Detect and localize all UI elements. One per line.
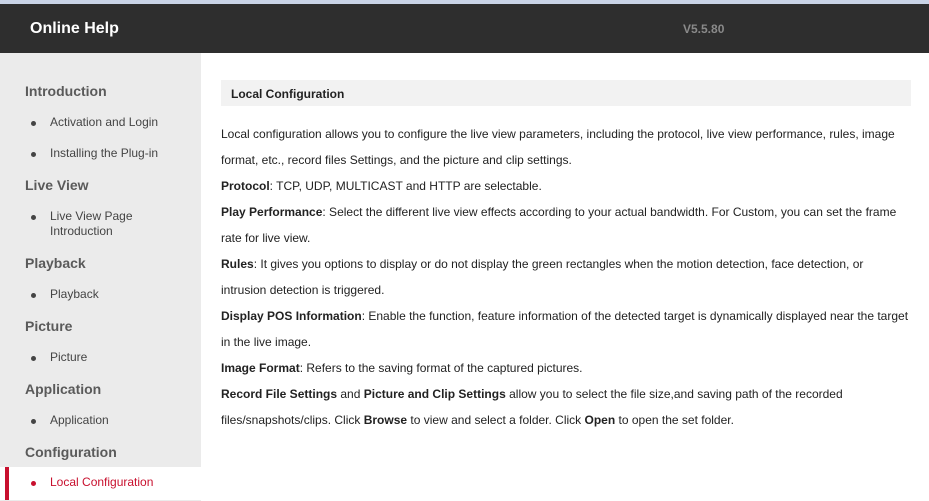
- sidebar-item-label: Application: [50, 413, 109, 427]
- record-settings-paragraph: [221, 381, 911, 433]
- sidebar-item-label: Activation and Login: [50, 115, 159, 129]
- page-title: Local Configuration: [231, 87, 345, 101]
- content-heading-bar: [221, 80, 911, 106]
- description: : Select the different live view effects according to your actual bandwidth. For Custom, you can set the frame rate for live view.: [221, 205, 897, 245]
- sidebar-item-label: Playback: [50, 287, 99, 301]
- header-bar: [0, 4, 929, 53]
- description: allow you to select the file size,and saving path of the recorded files/snapshots/clips. Click: [221, 387, 843, 427]
- bullet-icon: [31, 152, 36, 157]
- description: to view and select a folder. Click: [407, 413, 585, 427]
- sidebar: [0, 53, 201, 501]
- description: : TCP, UDP, MULTICAST and HTTP are selectable.: [269, 179, 542, 193]
- term: Record File Settings: [221, 387, 338, 401]
- sidebar-item-label: Installing the Plug-in: [50, 146, 159, 160]
- app-title: Online Help: [30, 20, 119, 37]
- term: Protocol: [221, 179, 270, 193]
- sidebar-item-label: Picture: [50, 350, 88, 364]
- term: Picture and Clip Settings: [363, 387, 506, 401]
- protocol-paragraph: [221, 173, 911, 199]
- description: : It gives you options to display or do not display the green rectangles when the motion detection, face detection, or intrusion detection is triggered.: [221, 257, 864, 297]
- display-pos-paragraph: [221, 303, 911, 355]
- rules-paragraph: [221, 251, 911, 303]
- term: Play Performance: [221, 205, 323, 219]
- intro-paragraph: Local configuration allows you to configure the live view parameters, including the protocol, live view performance, rules, image format, etc., record files Settings, and the picture and clip settings.: [221, 127, 895, 167]
- sidebar-item-label: Live View Page Introduction: [50, 209, 133, 238]
- description: : Enable the function, feature information of the detected target is dynamically displayed near the target in the live image.: [221, 309, 909, 349]
- sidebar-item-label: Local Configuration: [50, 475, 154, 489]
- section-introduction[interactable]: Introduction: [25, 83, 107, 99]
- browse-keyword: Browse: [363, 413, 408, 427]
- connector: and: [337, 387, 364, 401]
- term: Rules: [221, 257, 254, 271]
- bullet-icon: [31, 481, 36, 486]
- section-configuration[interactable]: Configuration: [25, 444, 117, 460]
- section-picture[interactable]: Picture: [25, 318, 73, 334]
- active-indicator: [5, 467, 9, 500]
- help-text: [221, 121, 911, 433]
- term: Image Format: [221, 361, 300, 375]
- description: to open the set folder.: [615, 413, 734, 427]
- bullet-icon: [31, 419, 36, 424]
- play-performance-paragraph: [221, 199, 911, 251]
- term: Display POS Information: [221, 309, 362, 323]
- section-playback[interactable]: Playback: [25, 255, 86, 271]
- bullet-icon: [31, 121, 36, 126]
- open-keyword: Open: [584, 413, 616, 427]
- description: : Refers to the saving format of the captured pictures.: [299, 361, 583, 375]
- bullet-icon: [31, 293, 36, 298]
- version-label: V5.5.80: [683, 22, 725, 36]
- image-format-paragraph: [221, 355, 911, 381]
- main-content: [221, 80, 911, 427]
- bullet-icon: [31, 356, 36, 361]
- section-application[interactable]: Application: [25, 381, 102, 397]
- sidebar-item-local-configuration[interactable]: [0, 467, 201, 500]
- section-live-view[interactable]: Live View: [25, 177, 89, 193]
- bullet-icon: [31, 215, 36, 220]
